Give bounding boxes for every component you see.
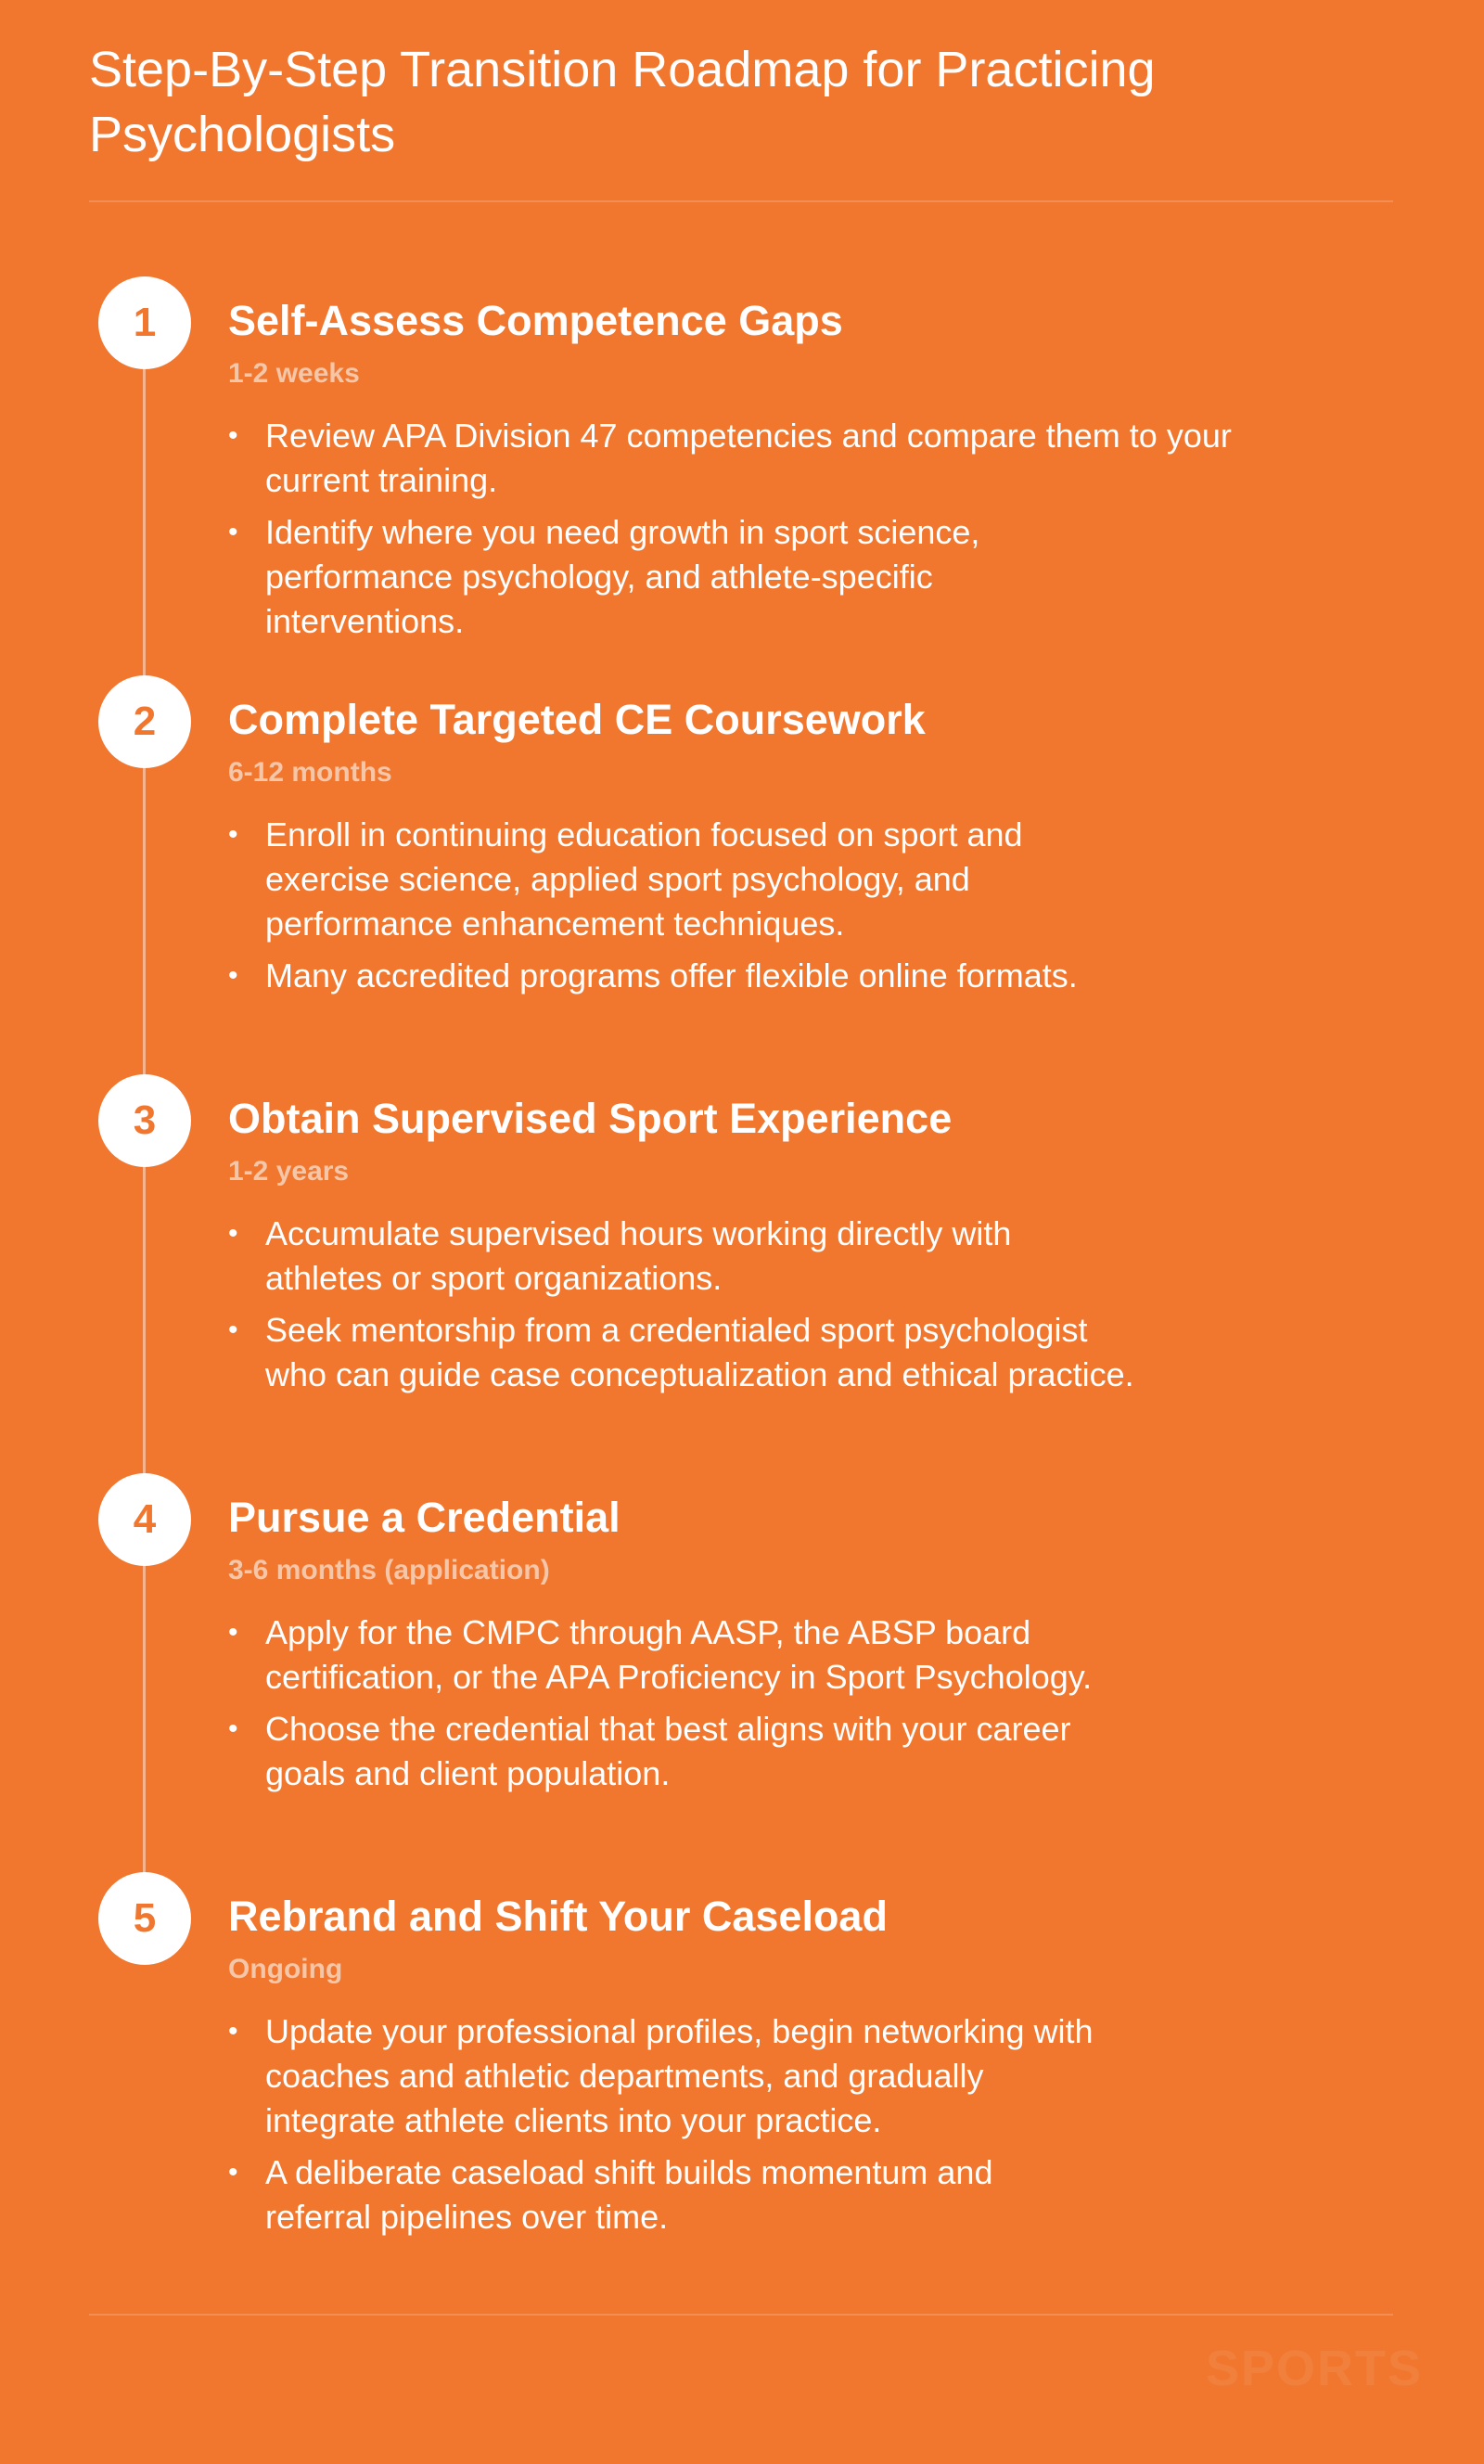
step-number-badge: 3 — [98, 1074, 191, 1167]
step-duration: 1-2 weeks — [228, 358, 360, 389]
step-bullet: • Apply for the CMPC through AASP, the ABSP board certification, or the APA Proficiency in Sport Psychology. — [228, 1611, 1119, 1700]
step-number-badge: 1 — [98, 276, 191, 369]
step-title: Complete Targeted CE Coursework — [228, 696, 926, 743]
step-bullet: • Update your professional profiles, begin networking with coaches and athletic departments, and gradually integrate athlete clients into your practice. — [228, 2009, 1119, 2143]
step-bullet: • Review APA Division 47 competencies and compare them to your current training. — [228, 414, 1248, 503]
step-bullet-list — [228, 1611, 1119, 1803]
step-bullet-list — [228, 813, 1119, 1006]
step-duration: 6-12 months — [228, 757, 392, 788]
step-duration: Ongoing — [228, 1954, 343, 1984]
step-bullet: • Many accredited programs offer flexible online formats. — [228, 954, 1119, 998]
step-title: Rebrand and Shift Your Caseload — [228, 1893, 888, 1940]
step-bullet-list — [228, 1212, 1156, 1405]
step-title: Self-Assess Competence Gaps — [228, 297, 843, 344]
step-bullet: • Enroll in continuing education focused on sport and exercise science, applied sport psychology, and performance enhancement techniques. — [228, 813, 1119, 946]
footer-divider — [89, 2314, 1393, 2316]
step-number-badge: 5 — [98, 1872, 191, 1965]
step-number-badge: 2 — [98, 675, 191, 768]
step-duration: 3-6 months (application) — [228, 1555, 550, 1585]
step-title: Pursue a Credential — [228, 1494, 620, 1541]
header-divider — [89, 200, 1393, 202]
step-bullet: • Choose the credential that best aligns with your career goals and client population. — [228, 1707, 1119, 1796]
step-bullet: • Accumulate supervised hours working directly with athletes or sport organizations. — [228, 1212, 1119, 1301]
step-title: Obtain Supervised Sport Experience — [228, 1095, 953, 1142]
step-bullet-list — [228, 2009, 1119, 2247]
brand-watermark: SPORTS — [1206, 2341, 1424, 2396]
step-duration: 1-2 years — [228, 1156, 350, 1187]
page-title: Step-By-Step Transition Roadmap for Practicing Psychologists — [89, 42, 1156, 162]
step-bullet: • Seek mentorship from a credentialed sport psychologist who can guide case conceptualization and ethical practice. — [228, 1308, 1156, 1397]
step-bullet: • Identify where you need growth in sport science, performance psychology, and athlete-specific interventions. — [228, 510, 1081, 644]
step-bullet: • A deliberate caseload shift builds momentum and referral pipelines over time. — [228, 2150, 1100, 2239]
step-number-badge: 4 — [98, 1473, 191, 1566]
step-bullet-list — [228, 414, 1248, 651]
